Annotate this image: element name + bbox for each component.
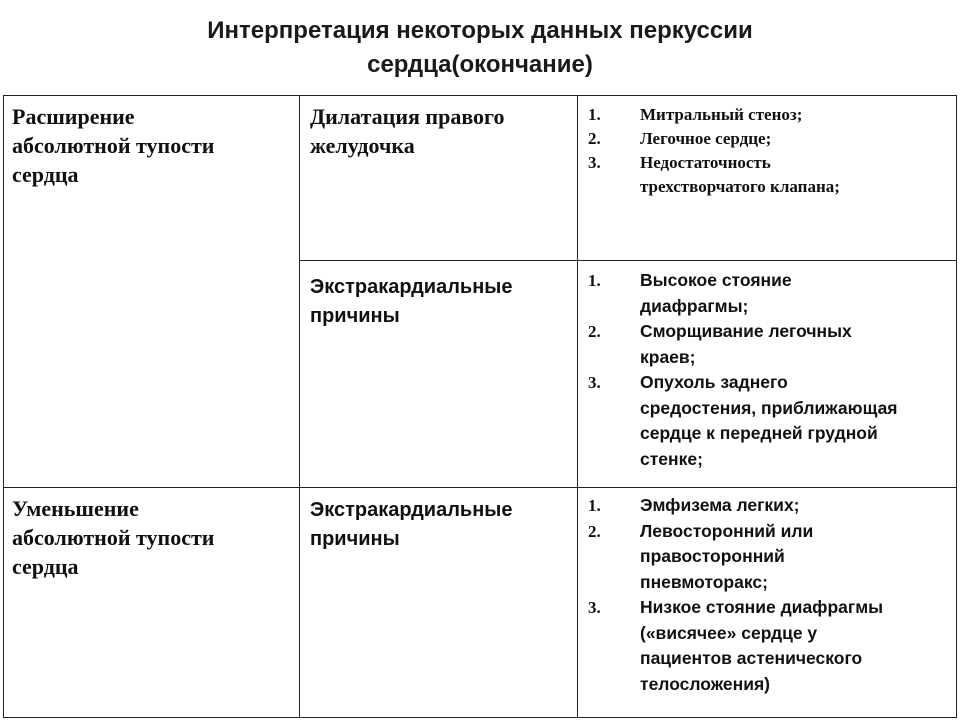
- list-item: [578, 370, 950, 472]
- category-line: Расширение: [12, 104, 135, 129]
- item-text: Высокое стояние: [640, 270, 792, 290]
- table-row: [4, 488, 957, 718]
- cause-line: причины: [310, 305, 400, 327]
- item-text: телосложения): [640, 673, 771, 694]
- item-text: пациентов астенического: [640, 648, 863, 668]
- item-number: 3.: [588, 373, 601, 392]
- cause-cell: [300, 261, 578, 488]
- table-row: [4, 96, 957, 261]
- cause-line: желудочка: [310, 133, 415, 158]
- list-item: [578, 151, 950, 199]
- category-line: Уменьшение: [12, 496, 139, 521]
- item-number: 2.: [588, 322, 601, 341]
- page-title: [0, 14, 960, 82]
- list-item: [578, 319, 950, 370]
- category-line: сердца: [12, 162, 79, 187]
- list-item: [578, 103, 950, 127]
- item-text: («висячее» сердце у: [640, 622, 818, 643]
- item-number: 3.: [588, 598, 601, 617]
- item-text: стенке;: [640, 448, 703, 469]
- cause-cell: [300, 488, 578, 718]
- cause-line: Экстракардиальные: [310, 276, 513, 298]
- list-item: [578, 519, 950, 596]
- percussion-table: [3, 95, 957, 718]
- item-text: краев;: [640, 346, 696, 367]
- title-line-2: сердца(окончание): [367, 51, 593, 78]
- item-text: Сморщивание легочных: [640, 321, 852, 341]
- items-list: [578, 261, 956, 472]
- item-number: 2.: [588, 521, 601, 541]
- category-cell: [4, 488, 300, 718]
- items-cell: [578, 488, 957, 718]
- items-list: [578, 96, 956, 199]
- items-cell: [578, 96, 957, 261]
- list-item: [578, 268, 950, 319]
- item-text: Митральный стеноз;: [640, 105, 803, 124]
- item-text: Недостаточность: [640, 153, 771, 172]
- item-text: правосторонний: [640, 546, 785, 566]
- category-line: сердца: [12, 554, 79, 579]
- item-text: Низкое стояние диафрагмы: [640, 597, 884, 617]
- items-list: [578, 488, 956, 697]
- list-item: [578, 595, 950, 697]
- cause-line: причины: [310, 528, 400, 550]
- item-text: Эмфизема легких;: [640, 495, 800, 515]
- item-number: 2.: [588, 129, 601, 148]
- category-cell: [4, 96, 300, 488]
- list-item: [578, 493, 950, 519]
- item-text: Легочное сердце;: [640, 129, 772, 148]
- category-line: абсолютной тупости: [12, 133, 215, 158]
- item-text: сердце к передней грудной: [640, 423, 878, 443]
- item-number: 1.: [588, 271, 601, 290]
- items-cell: [578, 261, 957, 488]
- item-number: 3.: [588, 153, 601, 172]
- cause-line: Экстракардиальные: [310, 499, 513, 521]
- title-line-1: Интерпретация некоторых данных перкуссии: [207, 17, 753, 44]
- item-number: 1.: [588, 105, 601, 124]
- item-text: Опухоль заднего: [640, 372, 788, 392]
- item-text: трехстворчатого клапана;: [640, 177, 840, 196]
- item-text: пневмоторакс;: [640, 571, 768, 592]
- item-text: Левосторонний или: [640, 520, 814, 541]
- category-line: абсолютной тупости: [12, 525, 215, 550]
- item-number: 1.: [588, 496, 601, 515]
- cause-cell: [300, 96, 578, 261]
- item-text: средостения, приближающая: [640, 397, 898, 418]
- cause-line: Дилатация правого: [310, 104, 505, 129]
- item-text: диафрагмы;: [640, 295, 749, 316]
- list-item: [578, 127, 950, 151]
